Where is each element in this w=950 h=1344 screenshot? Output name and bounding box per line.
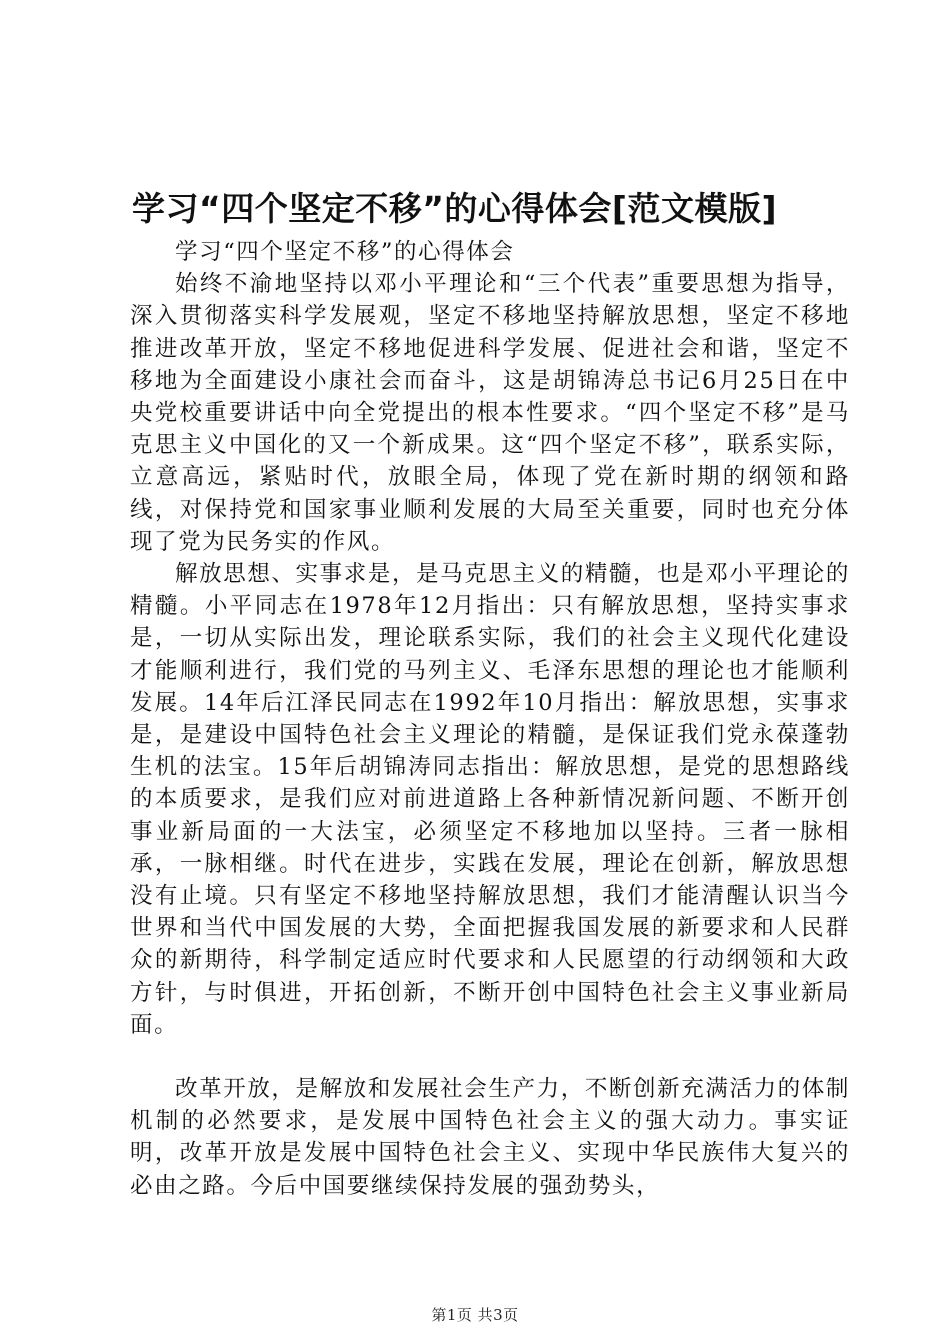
paragraph-2: 解放思想、实事求是，是马克思主义的精髓，也是邓小平理论的精髓。小平同志在1978年12月指出：只有解放思想，坚持实事求是，一切从实际出发，理论联系实际，我们的社会主义现代化建设才能顺利进行，我们党的马列主义、毛泽东思想的理论也才能顺利发展。14年后江泽民同志在1992年10月指出：解放思想，实事求是，是建设中国特色社会主义理论的精髓，是保证我们党永葆蓬勃生机的法宝。15年后胡锦涛同志指出：解放思想，是党的思想路线的本质要求，是我们应对前进道路上各种新情况新问题、不断开创事业新局面的一大法宝，必须坚定不移地加以坚持。三者一脉相承，一脉相继。时代在进步，实践在发展，理论在创新，解放思想没有止境。只有坚定不移地坚持解放思想，我们才能清醒认识当今世界和当代中国发展的大势，全面把握我国发展的新要求和人民群众的新期待，科学制定适应时代要求和人民愿望的行动纲领和大政方针，与时俱进，开拓创新，不断开创中国特色社会主义事业新局面。 (130, 561, 850, 1038)
document-subtitle: 学习“四个坚定不移”的心得体会 (175, 239, 515, 265)
paragraph-1: 始终不渝地坚持以邓小平理论和“三个代表”重要思想为指导，深入贯彻落实科学发展观，坚定不移地坚持解放思想，坚定不移地推进改革开放，坚定不移地促进科学发展、促进社会和谐，坚定不移地为全面建设小康社会而奋斗，这是胡锦涛总书记6月25日在中央党校重要讲话中向全党提出的根本性要求。“四个坚定不移”是马克思主义中国化的又一个新成果。这“四个坚定不移”，联系实际，立意高远，紧贴时代，放眼全局，体现了党在新时期的纲领和路线，对保持党和国家事业顺利发展的大局至关重要，同时也充分体现了党为民务实的作风。 (130, 271, 850, 555)
page-footer: 第1页 共3页 (431, 1306, 519, 1324)
document-body (130, 236, 850, 1202)
document-title: 学习“四个坚定不移”的心得体会[范文模版] (132, 189, 778, 228)
paragraph-3: 改革开放，是解放和发展社会生产力，不断创新充满活力的体制机制的必然要求，是发展中国特色社会主义的强大动力。事实证明，改革开放是发展中国特色社会主义、实现中华民族伟大复兴的必由之路。今后中国要继续保持发展的强劲势头， (130, 1076, 850, 1199)
